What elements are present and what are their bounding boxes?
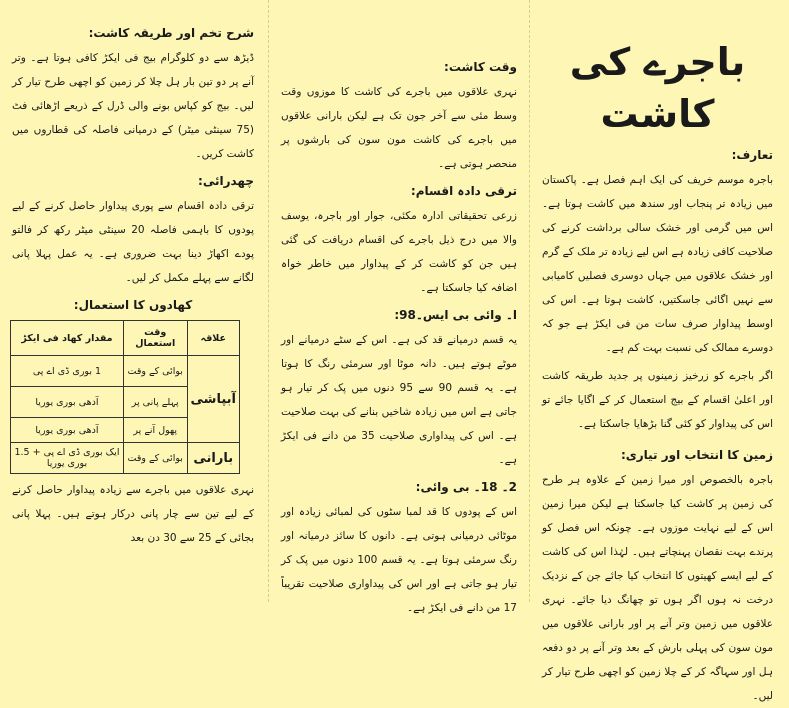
table-cell: پہلے پانی پر — [123, 387, 187, 418]
table-cell-region: بارانی — [187, 443, 239, 474]
sowing-time-paragraph: نہری علاقوں میں باجرے کی کاشت کا موزوں وقت وسط مئی سے آخر جون تک ہے لیکن بارانی علاقوں میں باجرے کی کاشت مون سون کی بارشوں پر منحصر ہوتی ہے۔ — [281, 86, 517, 170]
land-heading: زمین کا انتخاب اور تیاری: — [620, 448, 773, 462]
seed-rate-paragraph: ڈیڑھ سے دو کلوگرام بیج فی ایکڑ کافی ہوتا ہے۔ وتر آنے پر دو تین بار ہل چلا کر زمین کو اچھی طرح تیار کر لیں۔ بیج کو کپاس بونے والی ڈرل کے ذریعے اڑھائی فٹ (75 سینٹی میٹر) کے درمیانی فاصلہ کی قطاروں میں کاشت کریں۔ — [12, 52, 254, 160]
table-header: وقت استعمال — [123, 321, 187, 356]
table-cell: بوائی کے وقت — [123, 356, 187, 387]
fertilizer-table — [10, 320, 240, 474]
irrigation-paragraph: نہری علاقوں میں باجرے سے زیادہ پیداوار حاصل کرنے کے لیے تین سے چار پانی درکار ہوتے ہیں۔ پہلا پانی بجائی کے 25 سے 30 دن بعد — [12, 484, 254, 544]
table-header-row — [11, 321, 240, 356]
table-cell: 1 بوری ڈی اے پی — [11, 356, 124, 387]
intro-heading: تعارف: — [731, 148, 773, 162]
table-cell: آدھی بوری یوریا — [11, 387, 124, 418]
variety-1-heading: ا۔ وائی بی ایس۔98: — [394, 308, 517, 322]
table-cell: آدھی بوری یوریا — [11, 418, 124, 443]
intro-paragraph-1: باجرہ موسم خریف کی ایک اہم فصل ہے۔ پاکستان میں زیادہ تر پنجاب اور سندھ میں کاشت ہوتا ہے۔ اس میں گرمی اور خشک سالی برداشت کرنے کی صلاحیت کافی زیادہ ہے اس لیے زیادہ تر ملک کے گرم اور خشک علاقوں میں جہاں دوسری فصلیں کامیابی سے نہیں اگائی جاسکتیں، کاشت ہوتا ہے۔ اس کی اوسط پیداوار صرف سات من فی ایکڑ ہے جو کہ دوسرے ممالک کی نسبت بہت کم ہے۔ — [542, 174, 773, 354]
panel-right — [530, 0, 789, 702]
table-row — [11, 356, 240, 387]
table-cell: پھول آنے پر — [123, 418, 187, 443]
table-header: علاقہ — [187, 321, 239, 356]
sowing-time-heading: وقت کاشت: — [444, 60, 517, 74]
seed-rate-heading: شرح تخم اور طریقہ کاشت: — [88, 26, 254, 40]
thinning-paragraph: ترقی دادہ اقسام سے پوری پیداوار حاصل کرنے کے لیے پودوں کا باہمی فاصلہ 20 سینٹی میٹر رکھ کر فالتو پودے اکھاڑ دینا بہت ضروری ہے۔ یہ عمل پہلا پانی لگانے سے پہلے مکمل کر لیں۔ — [12, 200, 254, 284]
variety-2-paragraph: اس کے پودوں کا قد لمبا سٹوں کی لمبائی زیادہ اور موٹائی درمیانی ہوتی ہے۔ دانوں کا سائز درمیانہ اور رنگ سرمئی ہوتا ہے۔ یہ قسم 100 دنوں میں پک کر تیار ہو جاتی ہے اور اس کی پیداواری صلاحیت تقریباً 17 من دانے فی ایکڑ ہے۔ — [281, 506, 517, 614]
variety-1-paragraph: یہ قسم درمیانے قد کی ہے۔ اس کے سٹے درمیانے اور موٹے ہوتے ہیں۔ دانہ موٹا اور سرمئی رنگ کا ہوتا ہے۔ یہ قسم 90 سے 95 دنوں میں پک کر تیار ہو جاتی ہے اس میں زیادہ شاخیں بنانے کی بہت صلاحیت ہے۔ اس کی پیداواری صلاحیت 35 من دانے فی ایکڑ ہے۔ — [281, 334, 517, 466]
table-cell-region: آبپاشی — [187, 356, 239, 443]
land-paragraph: باجرہ بالخصوص اور میرا زمین کے علاوہ ہر طرح کی زمین پر کاشت کیا جاسکتا ہے لیکن میرا زمین اس کے لیے نہایت موزوں ہے۔ چونکہ اس فصل کو پرندے بہت نقصان پہنچاتے ہیں۔ لہٰذا اس کی کاشت کے لیے ایسے کھیتوں کا انتخاب کیا جائے جن کے نزدیک درخت نہ ہوں اگر ہوں تو چھانگ دیا جائے۔ نہری علاقوں میں زمین وتر آنے پر اور بارانی علاقوں میں مون سون کی پہلی بارش کے بعد وتر آنے پر دو دفعہ ہل اور سہاگہ کر کے چلا زمین کو اچھی طرح تیار کر لیں۔ — [542, 474, 773, 702]
thinning-heading: چھدرائی: — [198, 174, 254, 188]
table-header: مقدار کھاد فی ایکڑ — [11, 321, 124, 356]
table-cell: ایک بوری ڈی اے پی + 1.5 بوری یوریا — [11, 443, 124, 474]
varieties-heading: ترقی دادہ اقسام: — [410, 184, 517, 198]
table-cell: بوائی کے وقت — [123, 443, 187, 474]
table-row — [11, 443, 240, 474]
fertilizer-heading: کھادوں کا استعمال: — [73, 298, 193, 312]
panel-middle — [268, 0, 530, 614]
document-title: باجرے کی کاشت — [569, 40, 746, 136]
varieties-paragraph: زرعی تحقیقاتی ادارہ مکئی، جوار اور باجرہ، یوسف والا میں درج ذیل باجرے کی اقسام دریافت کی گئی ہیں جن کو کاشت کر کے پیداوار میں خاطر خواہ اضافہ کیا جاسکتا ہے۔ — [281, 210, 517, 294]
intro-paragraph-2: اگر باجرے کو زرخیز زمینوں پر جدید طریقہ کاشت اور اعلیٰ اقسام کے بیج استعمال کر کے اگایا جائے تو اس کی پیداوار کو کئی گنا بڑھایا جاسکتا ہے۔ — [542, 370, 773, 430]
panel-left — [0, 0, 268, 602]
variety-2-heading: 2۔ 18۔ بی وائی: — [415, 480, 517, 494]
